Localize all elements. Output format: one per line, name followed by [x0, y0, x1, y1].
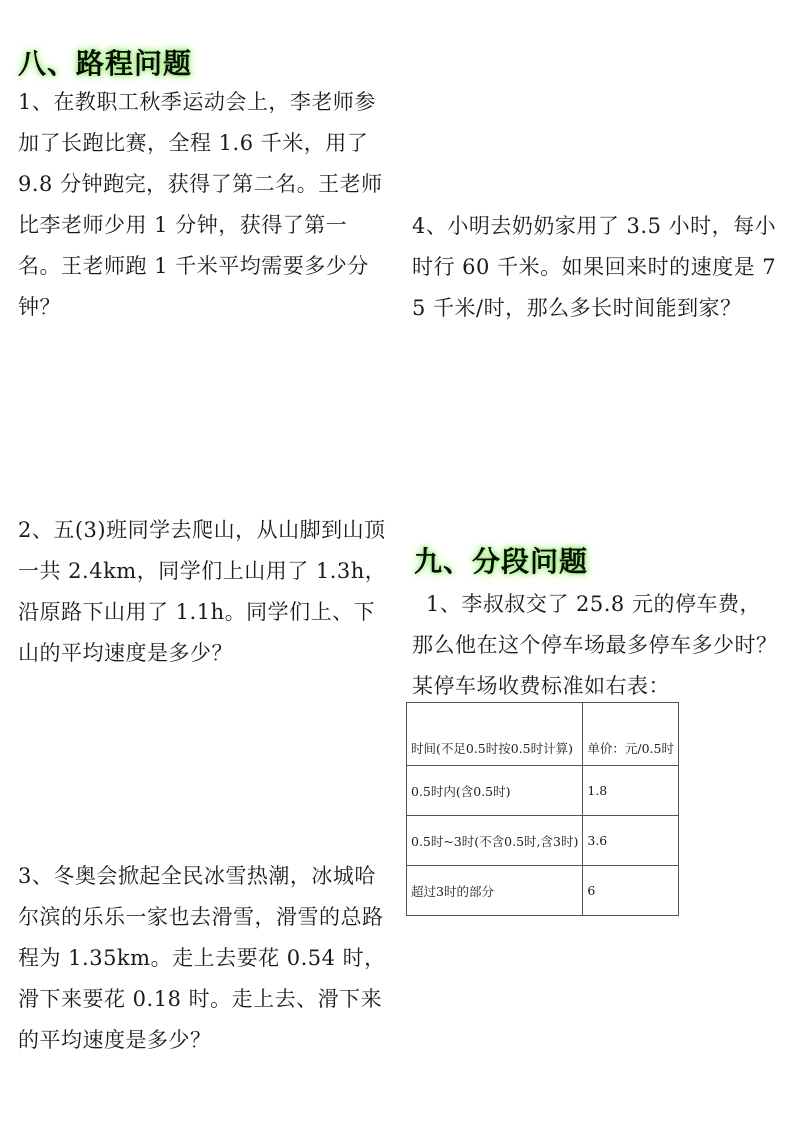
table-cell: 0.5时~3时(不含0.5时,含3时): [407, 816, 583, 866]
table-row: [407, 816, 679, 866]
table-cell: 0.5时内(含0.5时): [407, 766, 583, 816]
parking-fee-table: [406, 702, 679, 916]
table-cell: 超过3时的部分: [407, 866, 583, 916]
problem-9-1: 1、李叔叔交了 25.8 元的停车费，那么他在这个停车场最多停车多少时？某停车场收费标准如右表：: [412, 592, 778, 698]
problem-8-2: 2、五(3)班同学去爬山，从山脚到山顶一共 2.4km，同学们上山用了 1.3h，沿原路下山用了 1.1h。同学们上、下山的平均速度是多少？: [18, 518, 387, 665]
problem-8-3: 3、冬奥会掀起全民冰雪热潮，冰城哈尔滨的乐乐一家也去滑雪，滑雪的总路程为 1.35km。走上去要花 0.54 时，滑下来要花 0.18 时。走上去、滑下来的平均速度是多少？: [18, 864, 386, 1052]
table-header-row: [407, 703, 679, 766]
table-header-cell: 时间(不足0.5时按0.5时计算): [407, 703, 583, 766]
table-row: [407, 866, 679, 916]
table-row: [407, 766, 679, 816]
table-cell: 1.8: [583, 766, 679, 816]
table-cell: 3.6: [583, 816, 679, 866]
problem-8-4: 4、小明去奶奶家用了 3.5 小时，每小时行 60 千米。如果回来时的速度是 75 千米/时，那么多长时间能到家？: [412, 214, 777, 320]
section-8-heading: 八、路程问题: [18, 47, 193, 80]
problem-8-1: 1、在教职工秋季运动会上，李老师参加了长跑比赛，全程 1.6 千米，用了 9.8 分钟跑完，获得了第二名。王老师比李老师少用 1 分钟，获得了第一名。王老师跑 1 千米平均需要多少分钟？: [18, 90, 383, 319]
table-header-cell: 单价：元/0.5时: [583, 703, 679, 766]
table-cell: 6: [583, 866, 679, 916]
section-9-heading: 九、分段问题: [414, 545, 589, 578]
